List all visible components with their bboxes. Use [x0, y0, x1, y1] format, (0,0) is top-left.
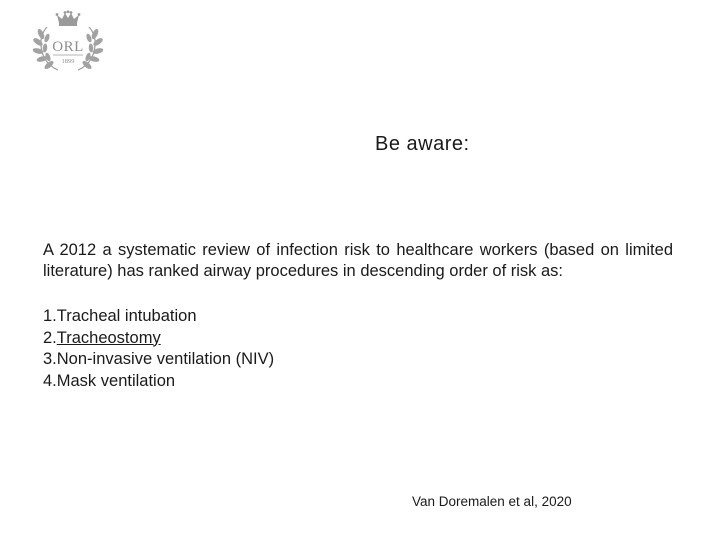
list-item	[43, 371, 274, 393]
list-number: 4.	[43, 371, 57, 390]
list-item	[43, 328, 274, 350]
list-item	[43, 349, 274, 371]
list-number: 1.	[43, 307, 57, 325]
list-label: Mask ventilation	[56, 371, 176, 390]
orl-logo	[28, 10, 108, 74]
laurel-crown-icon	[28, 10, 108, 74]
list-label: Non-invasive ventilation (NIV)	[56, 350, 275, 368]
slide-heading: Be aware:	[375, 133, 470, 155]
list-label: Tracheal intubation	[56, 307, 197, 325]
logo-text: ORL	[52, 39, 84, 55]
risk-list	[43, 306, 274, 392]
list-label-link[interactable]: Tracheostomy	[56, 328, 161, 347]
citation: Van Doremalen et al, 2020	[412, 494, 572, 509]
list-number: 3.	[43, 350, 57, 368]
logo-year: 1899	[61, 58, 75, 65]
list-item	[43, 306, 274, 328]
list-number: 2.	[43, 328, 57, 347]
body-paragraph: A 2012 a systematic review of infection risk to healthcare workers (based on limited literature) has ranked airway procedures in descending order of risk as:	[43, 241, 673, 280]
